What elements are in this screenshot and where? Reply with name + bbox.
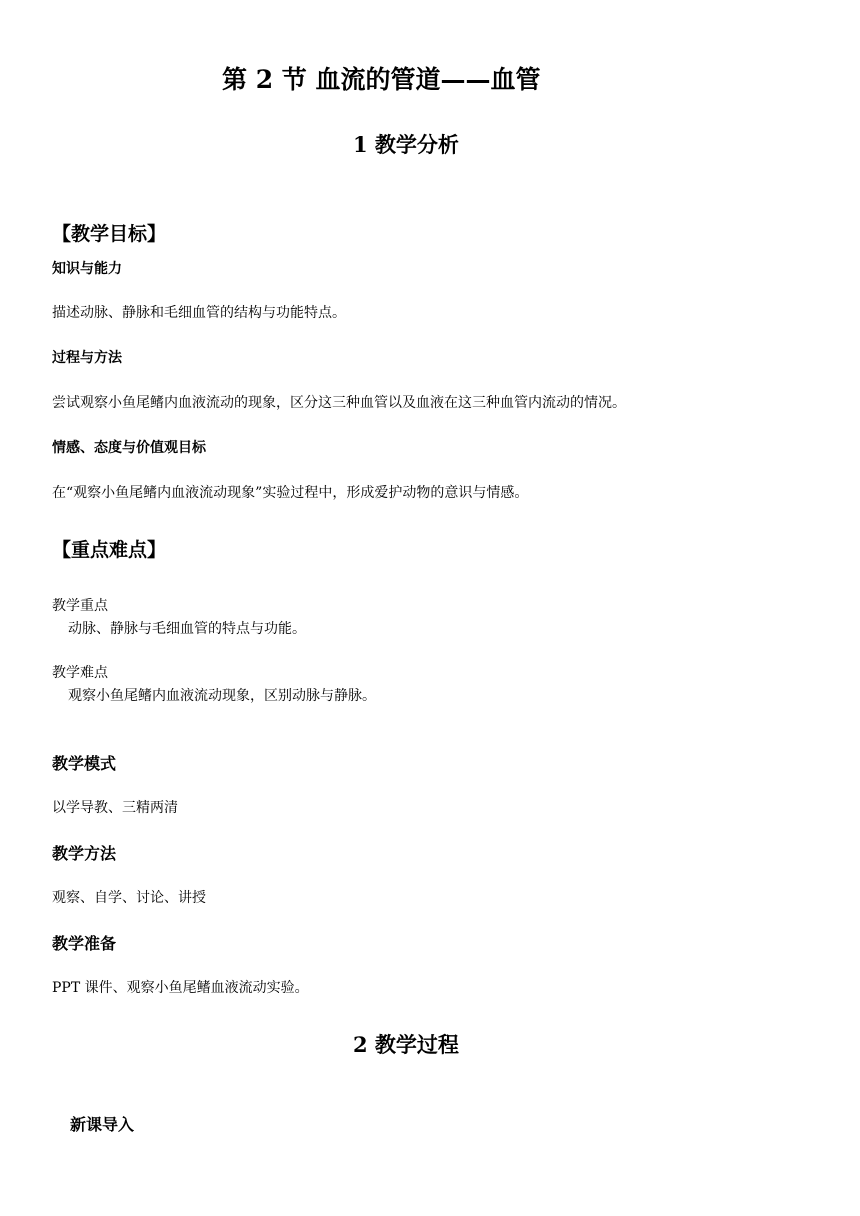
subheading-knowledge: 知识与能力 — [52, 261, 122, 277]
section-heading-analysis: 1 教学分析 — [353, 132, 459, 157]
heading-new-lesson-intro: 新课导入 — [70, 1115, 135, 1134]
focus-text: 动脉、静脉与毛细血管的特点与功能。 — [68, 621, 306, 637]
focus-label: 教学重点 — [52, 598, 108, 614]
mode-text: 以学导教、三精两清 — [52, 800, 178, 816]
method-text: 观察、自学、讨论、讲授 — [52, 890, 206, 906]
process-text: 尝试观察小鱼尾鳍内血液流动的现象，区分这三种血管以及血液在这三种血管内流动的情况。 — [52, 395, 626, 411]
prep-text: PPT 课件、观察小鱼尾鳍血液流动实验。 — [52, 980, 309, 996]
difficulty-text: 观察小鱼尾鳍内血液流动现象，区别动脉与静脉。 — [68, 688, 376, 704]
document-title: 第 2 节 血流的管道——血管 — [222, 65, 541, 94]
heading-key-points: 【重点难点】 — [52, 539, 167, 561]
knowledge-text: 描述动脉、静脉和毛细血管的结构与功能特点。 — [52, 305, 346, 321]
heading-teaching-prep: 教学准备 — [52, 934, 117, 953]
difficulty-label: 教学难点 — [52, 665, 108, 681]
heading-teaching-method: 教学方法 — [52, 844, 117, 863]
section-heading-process: 2 教学过程 — [353, 1032, 459, 1057]
subheading-process: 过程与方法 — [52, 350, 122, 366]
subheading-emotion: 情感、态度与价值观目标 — [52, 440, 206, 456]
heading-teaching-mode: 教学模式 — [52, 754, 117, 773]
emotion-text: 在“观察小鱼尾鳍内血液流动现象”实验过程中，形成爱护动物的意识与情感。 — [52, 485, 529, 501]
heading-teaching-goals: 【教学目标】 — [52, 223, 167, 245]
